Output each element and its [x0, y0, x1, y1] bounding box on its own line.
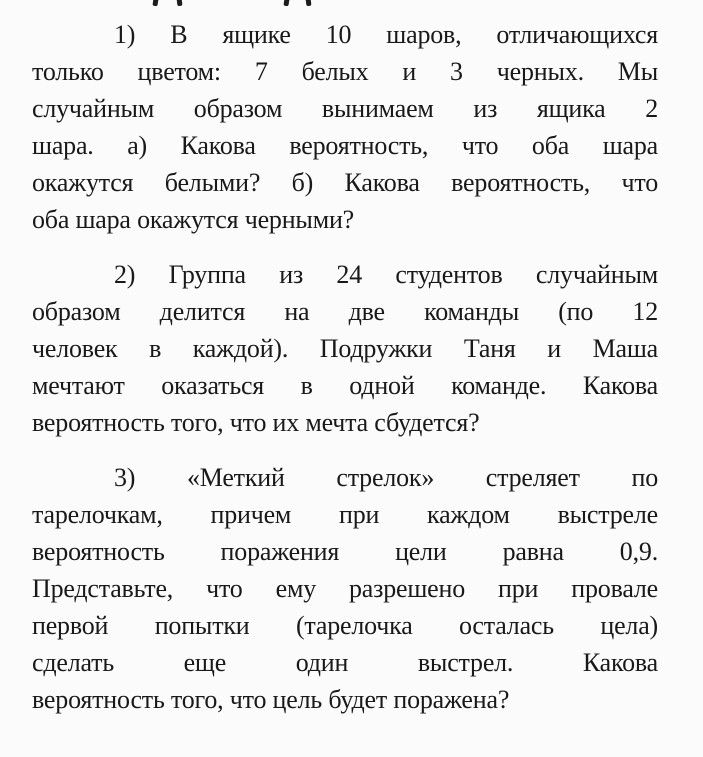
problem-1-paragraph	[32, 16, 658, 238]
descender-mark	[306, 0, 312, 6]
text-line: 2) Группа из 24 студентов случайным	[114, 260, 658, 289]
text-line: человек в каждой). Подружки Таня и Маша	[32, 334, 658, 363]
text-line: образом делится на две команды (по 12	[32, 297, 658, 326]
text-line: 1) В ящике 10 шаров, отличающихся	[114, 20, 658, 49]
text-line: оба шара окажутся черными?	[32, 205, 354, 234]
text-line: сделать еще один выстрел. Какова	[32, 648, 658, 677]
cropped-text-line-top	[0, 0, 703, 10]
text-line: тарелочкам, причем при каждом выстреле	[32, 500, 658, 529]
text-line: мечтают оказаться в одной команде. Какова	[32, 371, 658, 400]
descender-mark	[152, 0, 158, 6]
descender-mark	[283, 0, 289, 6]
descender-mark	[177, 0, 183, 6]
text-line: только цветом: 7 белых и 3 черных. Мы	[32, 57, 658, 86]
text-line: вероятность поражения цели равна 0,9.	[32, 537, 658, 566]
text-line: 3) «Меткий стрелок» стреляет по	[114, 463, 658, 492]
text-line: шара. а) Какова вероятность, что оба шара	[32, 131, 658, 160]
problem-3-paragraph	[32, 459, 658, 718]
problem-2-paragraph	[32, 256, 658, 441]
text-line: Представьте, что ему разрешено при провале	[32, 574, 658, 603]
text-line: вероятность того, что их мечта сбудется?	[32, 408, 480, 437]
text-line: окажутся белыми? б) Какова вероятность, что	[32, 168, 658, 197]
text-line: вероятность того, что цель будет поражена?	[32, 685, 510, 714]
text-line: случайным образом вынимаем из ящика 2	[32, 94, 658, 123]
text-line: первой попытки (тарелочка осталась цела)	[32, 611, 658, 640]
problems-text-block	[32, 16, 658, 718]
